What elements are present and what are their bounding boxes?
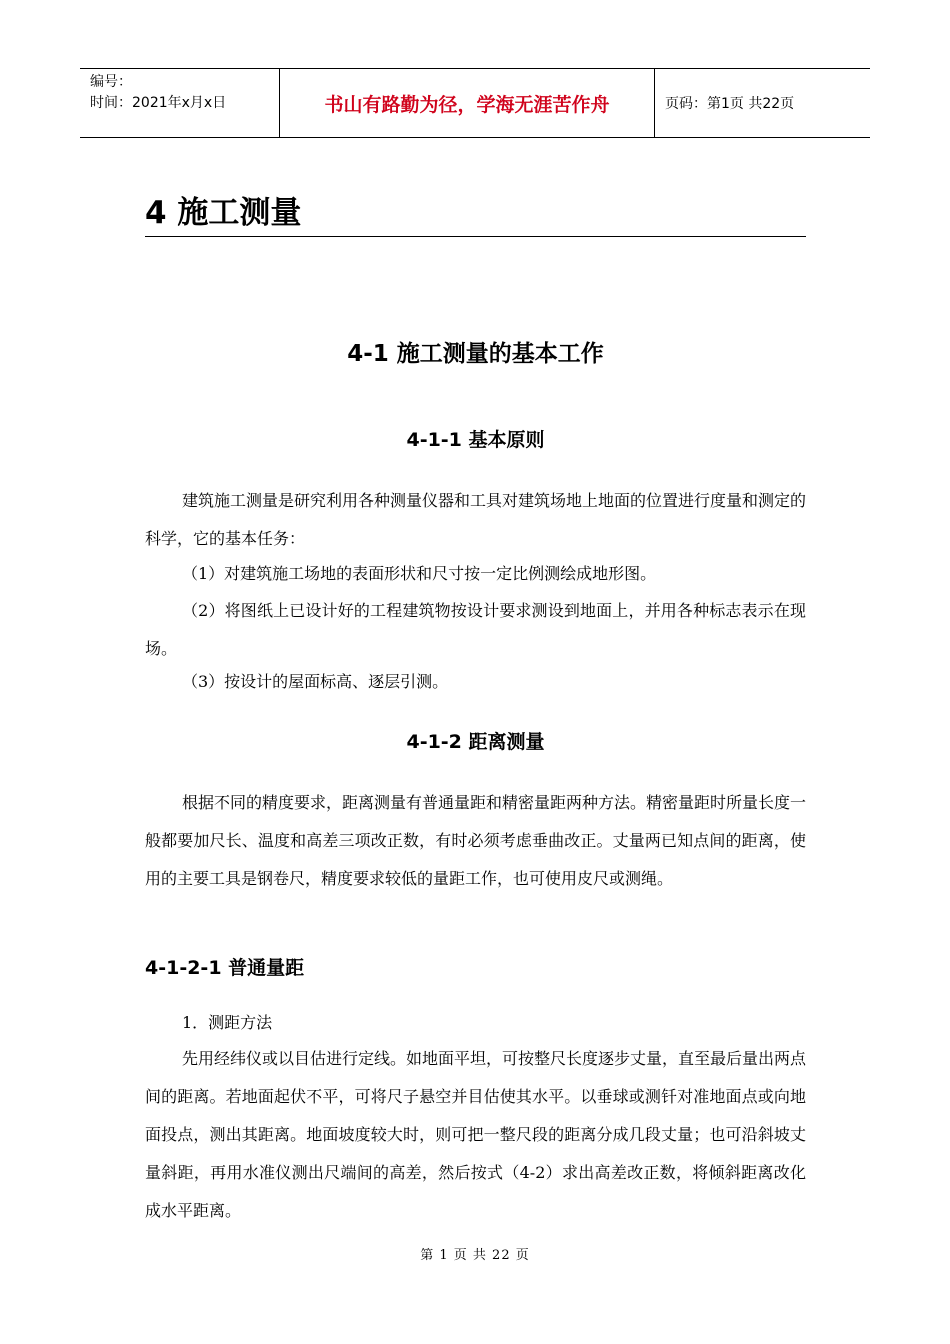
- item-measuring-method: 1．测距方法: [182, 1013, 273, 1032]
- list-item-1: （1）对建筑施工场地的表面形状和尺寸按一定比例测绘成地形图。: [182, 564, 657, 583]
- subsection-title-4-1-2-1: 4-1-2-1 普通量距: [145, 957, 305, 979]
- time-label: 时间：2021年x月x日: [90, 95, 227, 111]
- header-page-info: 页码：第1页 共22页: [665, 96, 795, 112]
- paragraph-distance-measurement: 根据不同的精度要求，距离测量有普通量距和精密量距两种方法。精密量距时所量长度一般都要加尺长、温度和高差三项改正数，有时必须考虑垂曲改正。丈量两已知点间的距离，使用的主要工具是钢卷尺，精度要求较低的量距工作，也可使用皮尺或测绳。: [145, 793, 807, 888]
- page-header: [80, 68, 870, 138]
- paragraph-measuring-method: 先用经纬仪或以目估进行定线。如地面平坦，可按整尺长度逐步丈量，直至最后量出两点间的距离。若地面起伏不平，可将尺子悬空并目估使其水平。以垂球或测钎对准地面点或向地面投点，测出其距离。地面坡度较大时，则可把一整尺段的距离分成几段丈量；也可沿斜坡丈量斜距，再用水准仪测出尺端间的高差，然后按式（4-2）求出高差改正数，将倾斜距离改化成水平距离。: [145, 1049, 807, 1220]
- header-motto: 书山有路勤为径，学海无涯苦作舟: [280, 69, 655, 137]
- list-item-3: （3）按设计的屋面标高、逐层引测。: [182, 672, 449, 691]
- section-title-4-1-1: 4-1-1 基本原则: [406, 429, 545, 451]
- chapter-title: 4 施工测量: [145, 190, 806, 237]
- section-title-4-1: 4-1 施工测量的基本工作: [347, 341, 604, 367]
- number-label: 编号：: [90, 74, 132, 90]
- list-item-2: （2）将图纸上已设计好的工程建筑物按设计要求测设到地面上，并用各种标志表示在现场。: [145, 601, 806, 658]
- page-footer: 第 1 页 共 22 页: [420, 1248, 530, 1263]
- section-title-4-1-2: 4-1-2 距离测量: [406, 731, 545, 753]
- header-meta: [80, 69, 280, 137]
- paragraph-basic-principle: 建筑施工测量是研究利用各种测量仪器和工具对建筑场地上地面的位置进行度量和测定的科学，它的基本任务：: [145, 491, 807, 548]
